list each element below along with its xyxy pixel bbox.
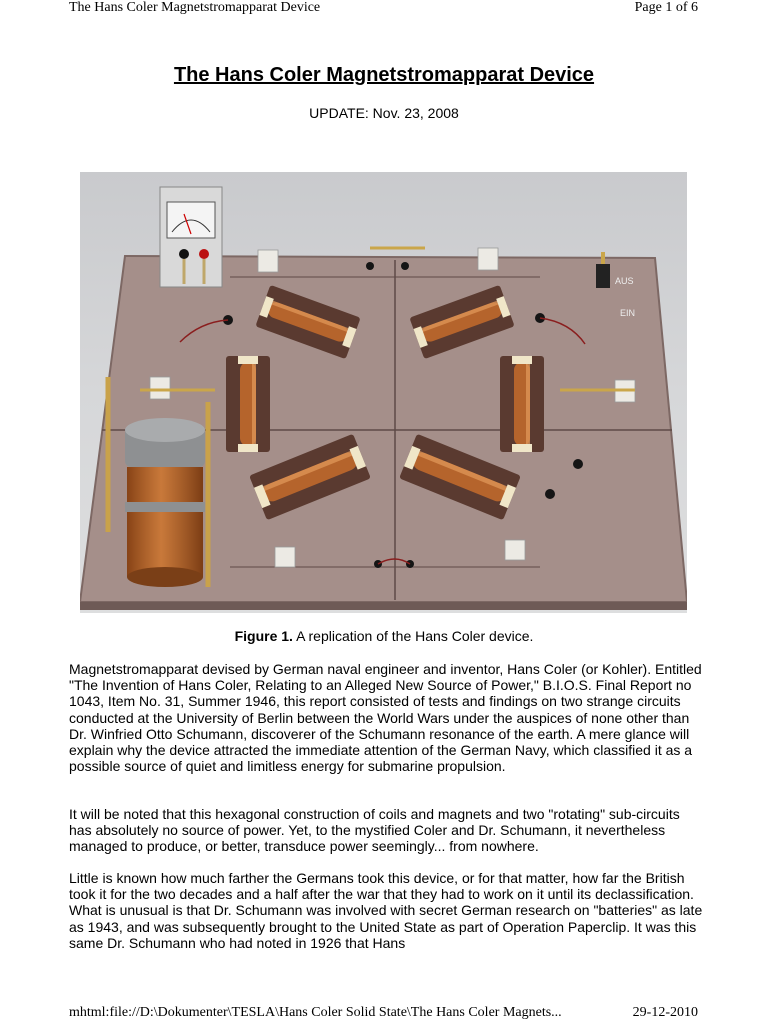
meter-icon [160,187,222,287]
footer-date: 29-12-2010 [632,1005,698,1020]
coil-assembly-left [226,356,270,452]
paragraph-3: Little is known how much farther the Germans took this device, or for that matter, how far the British took it for the two decades and a half after the war that they had to work on it until its declassification. What is unusual is that Dr. Schumann was involved with secret German research on "batteries" as late as 1943, and was subsequently brought to the United State as part of Operation Paperclip. It was this same Dr. Schumann who had noted in 1926 that Hans [69,870,703,951]
device-photo [80,172,687,613]
page-title: The Hans Coler Magnetstromapparat Device [173,64,595,86]
footer-source-path: mhtml:file://D:\Dokumenter\TESLA\Hans Coler Solid State\The Hans Coler Magnets... [69,1005,562,1020]
figure-caption [0,628,768,644]
paragraph-1: Magnetstromapparat devised by German naval engineer and inventor, Hans Coler (or Kohler). Entitled "The Invention of Hans Coler, Relating to an Alleged New Source of Power," B.I.O.S. Final Report no 1043, Item No. 31, Summer 1946, this report consisted of tests and findings on two strange circuits conducted at the University of Berlin between the World Wars under the auspices of none other than Dr. Winfried Otto Schumann, discoverer of the Schumann resonance of the earth. A mere glance will explain why the device attracted the immediate attention of the German Navy, which classified it as a possible source of quiet and limitless energy for submarine propulsion. [69,661,702,775]
page-indicator: Page 1 of 6 [634,0,698,15]
switch-label-aus: AUS [615,276,634,286]
figure-caption-text: A replication of the Hans Coler device. [296,628,534,644]
browser-header-title: The Hans Coler Magnetstromapparat Device [69,0,321,15]
update-date: UPDATE: Nov. 23, 2008 [309,105,459,121]
paragraph-2: It will be noted that this hexagonal construction of coils and magnets and two "rotating" sub-circuits has absolutely no source of power. Yet, to the mystified Coler and Dr. Schumann, it nevertheless managed to produce, or better, transduce power seemingly... from nowhere. [69,806,680,855]
figure-label: Figure 1. [234,628,293,644]
coil-assembly-right [500,356,544,452]
switch-label-ein: EIN [620,308,636,318]
